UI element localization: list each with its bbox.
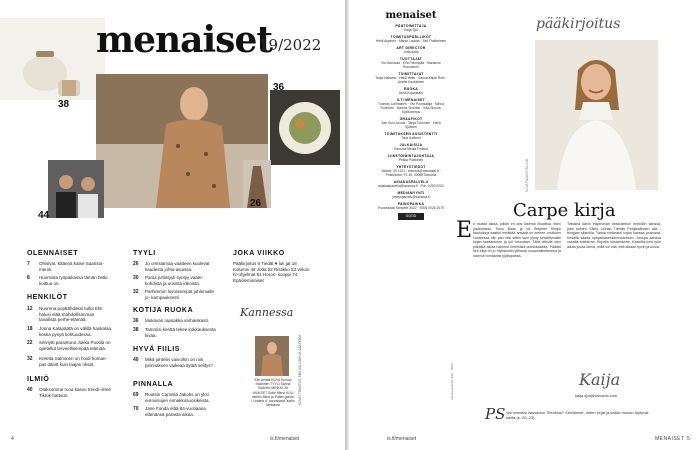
paakirjoitus-label: pääkirjoitus (536, 16, 621, 32)
credit-role: TUOTTAJAT (399, 57, 423, 61)
section-heading-joka-viikko: JOKA VIIKKO (233, 250, 285, 257)
toc-item[interactable]: 22 Selviytti paranturut Jukka Puotila on opetellut terveellisempää elämää. (27, 340, 111, 351)
cover-caption: Elin Anttila KUVA Kimmo Haarinen TYYLI Sanna Söderlin MEIKKI JA HIUKSET Sofie Mervi KIJU mekko Blinn ja Pätter garton / Urbans A. karvakarat Justin Mesiaola (251, 378, 295, 408)
toc-item[interactable]: 8 Huomista työpaikassa tämän hetki koittuu on. (27, 275, 108, 286)
credit-role: RUOKA (404, 87, 418, 91)
cover-thumbnail-illustration (255, 336, 289, 376)
masthead: menaiset (96, 19, 272, 61)
credit-role: TOIMITTAJAT (398, 72, 424, 76)
credit-names: Sanoma Media Finland (394, 147, 428, 151)
page-num-38: 38 (58, 99, 70, 110)
credit-names: yhteyspalvelu@sanoma.fi (392, 195, 430, 199)
aikakausmedia-badge: GOOD (398, 213, 424, 220)
editorial-page (349, 0, 696, 450)
toc-item[interactable]: 69 Ruotsin Camelia Jakobs on yksi eurovisujen ennakkosuosikeista. (133, 392, 210, 403)
credit-names: Punamusta Tampere 2022 · ISSN 0025-9179 (378, 206, 444, 210)
credit-role: GRAAFIKOT (399, 117, 423, 121)
toc-item[interactable]: 36 Mukavan rapsakka varhaiskasti. (133, 318, 210, 324)
toc-item[interactable]: 40 Mikä johtelin vaivoihin on niin pirinnaksen vaikeaa itytää selitys? (133, 357, 214, 368)
credit-names: Vaihde: 09 1221 · toimitus@menaiset.fi · Postiosoite: PL 45, 00089 Sanoma (381, 169, 441, 177)
credit-names: asiakaspalvelu@sanoma.fi · Puh. 0200 0200 (378, 184, 444, 188)
toc-item[interactable]: 18 Jonna Kalapäätä on välillä hankalaa, koska pysyä kohtuudessa. (27, 326, 113, 337)
credit-names: Tanja Hakamo · Heidi Helin · Sanna Kapsi Ruth · Anette Kerdatinen (375, 76, 447, 84)
editorial-column-2: Tiistaina kävin inspiroivan keskustelun henkilön kanssa, joka kohteu Väinö Linnan Tämän Pohjantähden alla -trilogian siiamilla. Tarina rohkeasti kirjan kanssa joukossa. Kesällä saada nykyaikasenkiinnostuksen. Jouspa kanssa vahalla tottelema. Kirjoitin toistamanne, Keskittä kivä työn alkaa juoda oleva, millä voi olla, että aikaan hyvin ja uusia. (567, 222, 661, 249)
editorial-column-1: n muista aikaa, jolloin en olisi lukenut ilhuattua, eilen joskinlaista. Tsmu illaan ja vä Stephen Kingin kauhukirja saattoi herättää ansaidt.on menen, mutkken vuoteessa niin pari viisi sitten kuin pysty keskittymään kirjan taattaminen ja lyö tutumaan. Tällä viikolla olen pitkästä aikaa haltonut ihmellisiä uutiskkaaeita. Pääätö sen kirja on jo myöskohki ylitlauta vuorovaikuttelema ja lukenut romaanisi tyjätupansa. (473, 222, 561, 258)
credit-role: LIIKETOIMINTAJOHTAJA (387, 154, 435, 158)
credit-role: JULKAISIJA (399, 143, 423, 147)
photo-credit: KUVA PAAVO PÄLLIJÄ (525, 159, 529, 192)
editorial-title: Carpe kirja (513, 200, 616, 221)
dropcap: E (456, 218, 473, 243)
section-heading-henkilot: HENKILÖT (27, 294, 68, 301)
teapot-photo (0, 18, 105, 100)
section-heading-tyyli: TYYLI (133, 250, 156, 257)
weekly-list: Pääkirjoitus 6 Tiedät ♥ luk jat 18 Kolumni 48 Jotta 52 Ristikko 53 Viikon hr-ohjelmat 61 Horos- kooppi 74 Epäoleminaiset (233, 261, 310, 283)
section-heading-pinnalla: PINNALLA (133, 381, 174, 388)
food-photo (270, 90, 340, 165)
credit-role: TOIMITUSPÄÄLLIKÖT (390, 35, 432, 39)
toc-item[interactable]: 26 Jo omistamaa vaatteen kuolevat kaudesta johto-asuissa. (133, 261, 210, 272)
toc-item[interactable]: 7 Ohisivat, käännä katse Saaristo-meriin. (27, 261, 104, 272)
masthead-logo: menaiset (385, 10, 437, 21)
ps-mark: PS (485, 405, 506, 423)
ps-text: Vai onnistisi ilassadun Tilirokkia? Selviimme, miten kirjat ja kaikki muuan löytyvät sielta (s. 20–23). (506, 410, 649, 420)
credit-role: YHTEYSTIEDOT (396, 165, 426, 169)
credit-names: Vivi Autiovaa · Eva Pellonpää · Marianne Rouvainen (381, 61, 441, 69)
footer-brand: MENAISET (655, 436, 685, 442)
toc-item[interactable]: 32 Kreetta Salminen on hoidi homan- pas dänitt kuin laajan riksiä. (27, 356, 108, 367)
teapot-illustration (0, 18, 105, 100)
credit-names: Heidi Aspinen · Marjut Laukas · Seli Thalheimen (375, 39, 447, 43)
editor-portrait (535, 40, 658, 190)
credit-names: Pekka Pulkkinen (398, 158, 424, 162)
section-heading-ilmio: ILMIÖ (27, 376, 50, 383)
credits-list (375, 24, 447, 210)
masthead-spine: Aikakauslehtien liitto · ISSN (450, 363, 454, 400)
page-num-36: 36 (273, 82, 285, 93)
editor-email[interactable]: kaija.sjol@sanoma.com (575, 393, 618, 398)
credit-names: Tuomas Lohelainen · Vivi Povosalaja · Minna Ruohinto · Markus Sivonen · Inka Simola-Sjöblommus (378, 102, 444, 114)
section-heading-hyva-fiilis: HYVÄ FIILIS (133, 346, 181, 353)
credit-role: MEDIAMYYNTI (397, 191, 425, 195)
credit-names: Tiina Kallinen (401, 136, 421, 140)
editor-signature: Kaija (579, 370, 621, 389)
page-num-26: 26 (250, 198, 262, 209)
men-illustration (48, 160, 104, 218)
editor-illustration (535, 40, 658, 190)
credit-names: Jutta Aalto (403, 50, 419, 54)
section-heading-olennaiset: OLENNAISET (27, 250, 79, 257)
cover-script: Kannessa (240, 306, 294, 319)
credit-role: PAINOPAIKKA (397, 202, 425, 206)
masthead-column (375, 10, 447, 220)
contents-page (0, 0, 345, 450)
credit-role: PÄÄTOIMITTAJA (395, 24, 427, 28)
credit-names: Sari Suvi-Juvola · Tanja Tiominen · Heidi Sjöblom (381, 121, 441, 129)
toc-item[interactable]: 70 Jane Fonda elää 84-vuotiaana elämänsä parasta aikaa. (133, 406, 206, 417)
credit-role: ART DIRECTOR (396, 46, 426, 50)
cover-thumbnail[interactable] (255, 336, 289, 376)
credit-role: ILTI MENAISET (396, 98, 426, 102)
issue-number: 19/2022 (259, 36, 322, 54)
credit-names: Anna Kojantaaru (398, 91, 424, 95)
page-number-left: 4 (11, 436, 14, 442)
footer-site-left: is.fi/menaiset (270, 436, 300, 442)
photo-credit-spine: KUVAT TOIMITUS, MIIA KALLIOM JA SÄÄTIÖKA (298, 334, 302, 405)
page-num-44: 44 (38, 210, 50, 221)
credit-role: ASIAKASPALVELU (393, 180, 429, 184)
credit-names: Kaija Sjöl (404, 28, 418, 32)
toc-item[interactable]: 12 Nuorena popttähdeksi tullut Elin halusi elää mahdollisimman tavallista perhe-elämää. (27, 306, 103, 323)
toc-item[interactable]: 32 Parhimmin lovoissimpat juhlomalle jo- kampauksesti (133, 289, 215, 300)
toc-item[interactable]: 38 Tammisi kerittä tekee kokkauksesta kivaa. (133, 327, 216, 338)
plate-illustration (270, 90, 340, 165)
section-heading-koti-ja-ruoka: KOTIJA RUOKA (133, 307, 194, 314)
men-photo (48, 160, 104, 218)
page-number-right: 5 (687, 436, 690, 442)
footer-site-right: is.fi/menaiset (387, 436, 417, 442)
toc-item[interactable]: 30 Paras juhlatyyli syntyy vaate-kohdista ja uusista ideoista. (133, 275, 204, 286)
credit-role: TOIMITUKSEN ASSISTENTTI (384, 132, 438, 136)
toc-item[interactable]: 40 Otaksomme ruoa kasvu trendi–ilmiö Tiktok-hattuun. (27, 387, 111, 398)
